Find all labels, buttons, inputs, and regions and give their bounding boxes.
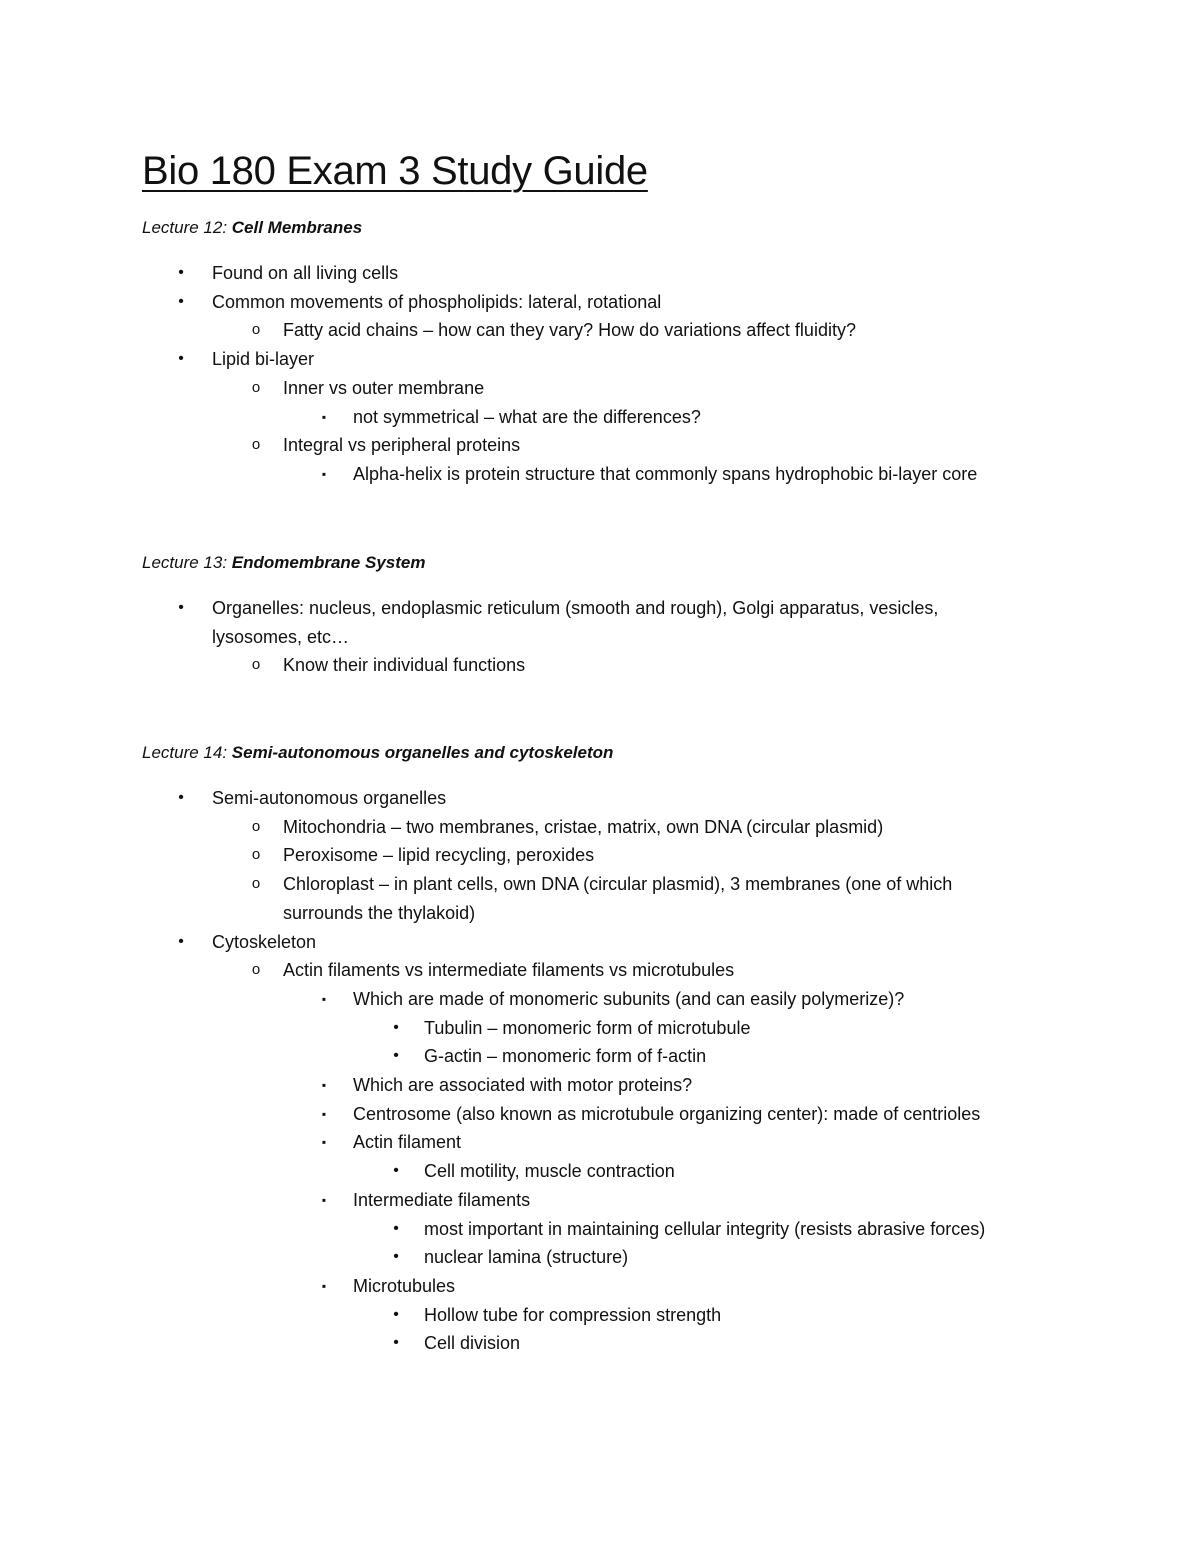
list-item: most important in maintaining cellular integrity (resists abrasive forces): [424, 1218, 986, 1239]
section-heading-prefix: Lecture 14:: [142, 743, 232, 762]
bullet-marker-icon: •: [393, 1248, 399, 1266]
section-heading-prefix: Lecture 12:: [142, 218, 232, 237]
bullet-marker-icon: •: [393, 1305, 399, 1323]
list-item: Centrosome (also known as microtubule organizing center): made of centrioles: [353, 1103, 981, 1124]
list-item: G-actin – monomeric form of f-actin: [424, 1046, 707, 1067]
bullet-marker-icon: o: [251, 378, 261, 396]
list-item: nuclear lamina (structure): [424, 1247, 629, 1268]
section-heading-topic: Semi-autonomous organelles and cytoskeleton: [231, 743, 614, 762]
list-item: Organelles: nucleus, endoplasmic reticulum (smooth and rough), Golgi apparatus, vesicles,: [212, 598, 939, 618]
list-item: Tubulin – monomeric form of microtubule: [424, 1017, 751, 1038]
list-item: Cell division: [424, 1333, 521, 1354]
bullet-marker-icon: •: [178, 292, 184, 310]
list-item: Peroxisome – lipid recycling, peroxides: [283, 845, 595, 866]
list-item: Lipid bi-layer: [212, 349, 315, 370]
bullet-marker-icon: •: [393, 1047, 399, 1065]
list-item: Which are associated with motor proteins?: [353, 1075, 693, 1095]
bullet-marker-icon: o: [251, 961, 261, 979]
list-item: Cell motility, muscle contraction: [424, 1161, 675, 1182]
bullet-marker-icon: ▪: [321, 1078, 327, 1092]
list-item: Hollow tube for compression strength: [424, 1304, 722, 1325]
bullet-marker-icon: •: [178, 932, 184, 950]
bullet-marker-icon: •: [178, 789, 184, 806]
bullet-marker-icon: ▪: [321, 1106, 327, 1121]
bullet-marker-icon: •: [393, 1018, 399, 1036]
list-item: Integral vs peripheral proteins: [283, 435, 521, 456]
list-item: Intermediate filaments: [353, 1189, 531, 1210]
list-item: Semi-autonomous organelles: [212, 788, 447, 808]
list-item: Microtubules: [353, 1275, 456, 1296]
bullet-marker-icon: •: [178, 350, 184, 368]
section-heading-prefix: Lecture 13:: [142, 553, 232, 572]
list-item: Actin filament: [353, 1132, 462, 1153]
list-item: Which are made of monomeric subunits (and can easily polymerize)?: [353, 988, 905, 1009]
list-item: Know their individual functions: [283, 655, 526, 676]
document-title: Bio 180 Exam 3 Study Guide: [142, 149, 648, 193]
bullet-marker-icon: o: [251, 817, 261, 835]
bullet-marker-icon: •: [393, 1219, 399, 1237]
bullet-marker-icon: •: [393, 1162, 399, 1180]
section-heading: [142, 217, 362, 239]
list-item: not symmetrical – what are the differences?: [353, 406, 701, 427]
list-item: Cytoskeleton: [212, 931, 317, 952]
list-item: Actin filaments vs intermediate filaments vs microtubules: [283, 960, 735, 981]
bullet-marker-icon: •: [178, 599, 184, 616]
list-item: Mitochondria – two membranes, cristae, matrix, own DNA (circular plasmid): [283, 816, 884, 837]
bullet-marker-icon: o: [251, 321, 261, 339]
bullet-marker-icon: o: [251, 656, 261, 674]
section-heading-topic: Cell Membranes: [231, 218, 363, 237]
bullet-marker-icon: •: [178, 264, 184, 281]
bullet-marker-icon: o: [251, 846, 261, 864]
list-item-continuation: surrounds the thylakoid): [283, 902, 476, 923]
section-heading-topic: Endomembrane System: [231, 553, 426, 572]
list-item: Chloroplast – in plant cells, own DNA (circular plasmid), 3 membranes (one of which: [283, 874, 953, 895]
bullet-marker-icon: ▪: [321, 991, 327, 1006]
list-item: Found on all living cells: [212, 263, 399, 283]
list-item-continuation: lysosomes, etc…: [212, 626, 350, 647]
bullet-marker-icon: ▪: [321, 466, 327, 481]
bullet-marker-icon: ▪: [321, 409, 327, 424]
list-item: Fatty acid chains – how can they vary? How do variations affect fluidity?: [283, 320, 856, 341]
bullet-marker-icon: ▪: [321, 1278, 327, 1293]
section-heading: [142, 742, 613, 764]
bullet-marker-icon: ▪: [321, 1135, 327, 1150]
bullet-marker-icon: o: [251, 436, 261, 454]
list-item: Common movements of phospholipids: lateral, rotational: [212, 291, 662, 312]
section-heading: [142, 552, 425, 574]
list-item: Alpha-helix is protein structure that commonly spans hydrophobic bi-layer core: [353, 463, 978, 484]
bullet-marker-icon: o: [251, 875, 261, 893]
bullet-marker-icon: ▪: [321, 1192, 327, 1207]
list-item: Inner vs outer membrane: [283, 377, 485, 398]
bullet-marker-icon: •: [393, 1334, 399, 1352]
